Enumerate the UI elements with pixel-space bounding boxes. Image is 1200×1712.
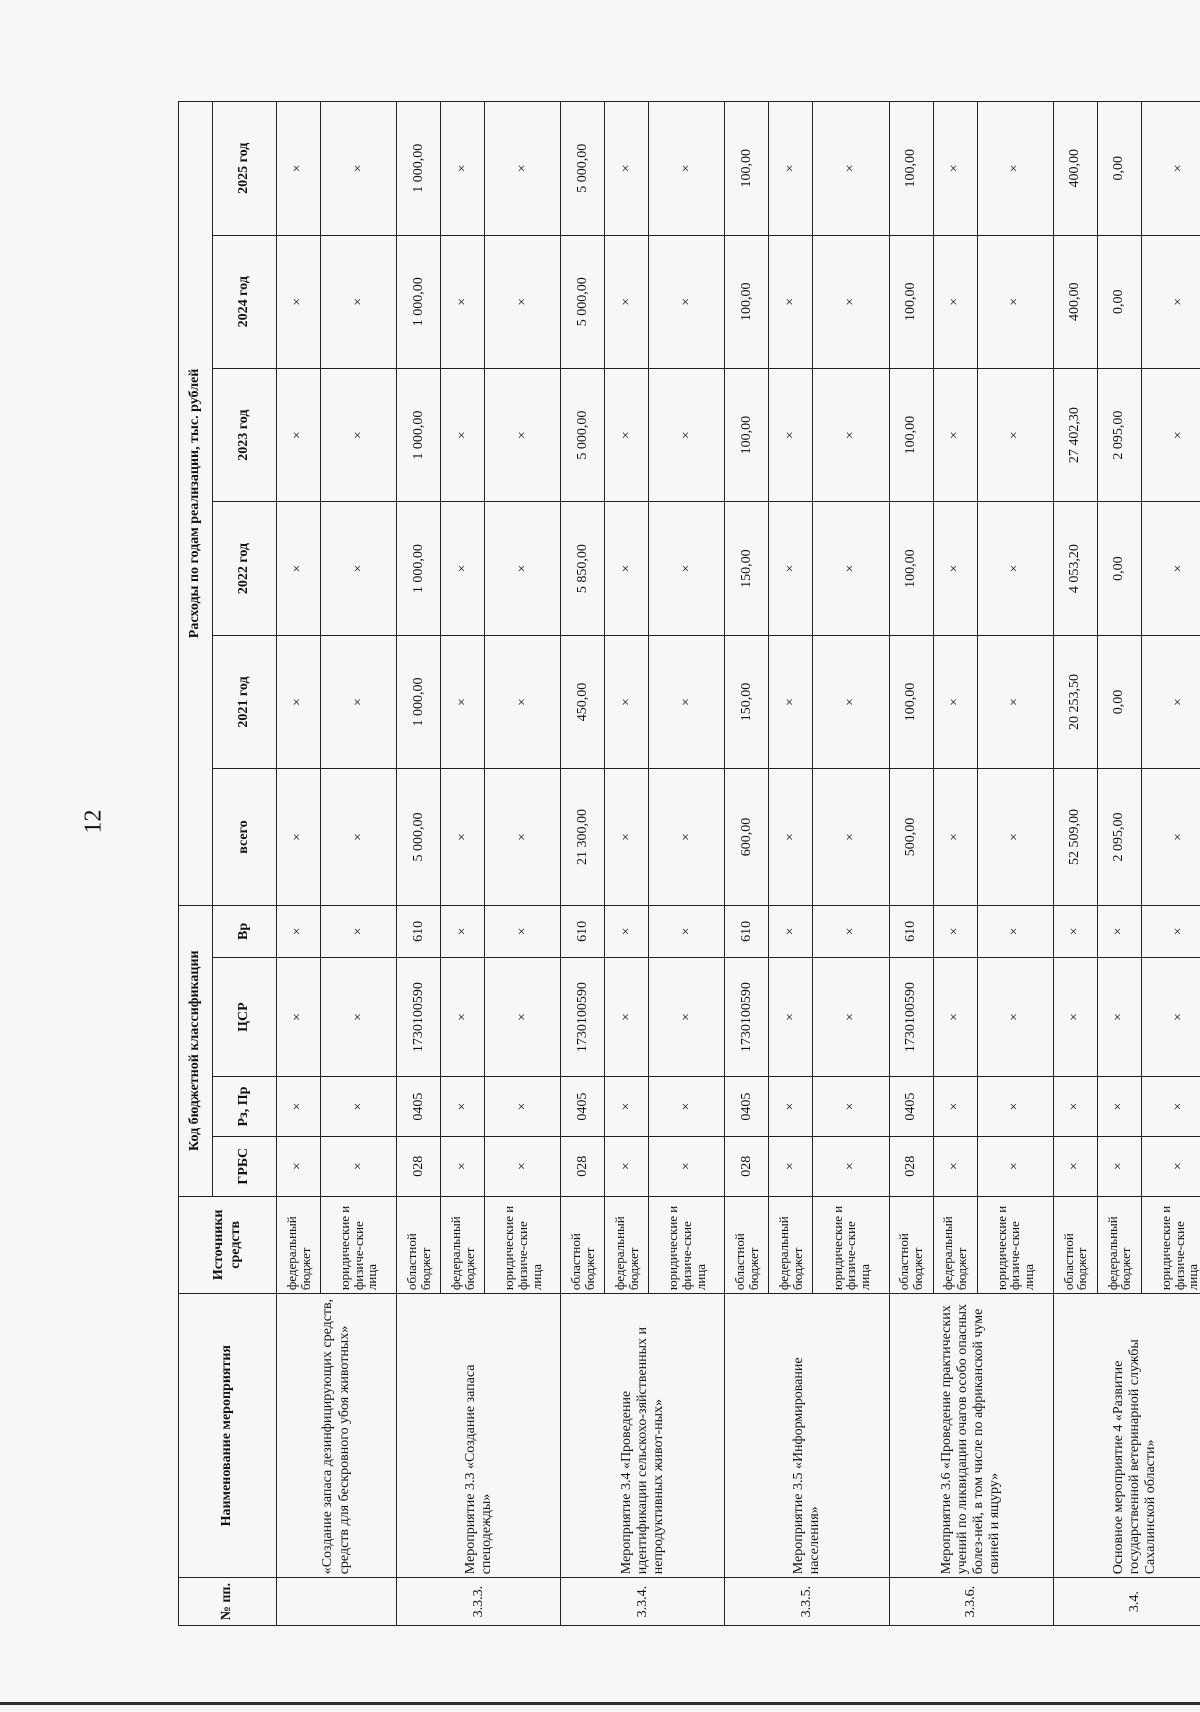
- header-no: № пп.: [179, 1578, 277, 1626]
- year-2025-cell: ×: [321, 102, 397, 236]
- year-2022-cell: 0,00: [1097, 502, 1141, 635]
- csr-cell: ×: [1141, 957, 1200, 1076]
- year-2025-cell: 1 000,00: [397, 102, 441, 236]
- csr-cell: ×: [933, 957, 977, 1076]
- rzpr-cell: ×: [977, 1077, 1053, 1137]
- year-2024-cell: ×: [277, 235, 321, 368]
- year-2021-cell: ×: [605, 635, 649, 768]
- year-2023-cell: 2 095,00: [1097, 368, 1141, 501]
- total-cell: 21 300,00: [561, 769, 605, 906]
- year-2022-cell: 5 850,00: [561, 502, 605, 635]
- row-number: 3.3.3.: [397, 1578, 561, 1626]
- year-2024-cell: ×: [605, 235, 649, 368]
- activity-name: Мероприятие 3.6 «Проведение практических учений по ликвидации очагов особо опасных болез-ней, в том числе по африканской чуме свиней и ящуру»: [889, 1294, 1053, 1578]
- year-2023-cell: ×: [605, 368, 649, 501]
- funding-source: областной бюджет: [725, 1196, 769, 1294]
- year-2022-cell: ×: [649, 502, 725, 635]
- year-2024-cell: 0,00: [1097, 235, 1141, 368]
- year-2022-cell: ×: [277, 502, 321, 635]
- csr-cell: 1730100590: [561, 957, 605, 1076]
- total-cell: 5 000,00: [397, 769, 441, 906]
- year-2025-cell: ×: [649, 102, 725, 236]
- rzpr-cell: ×: [277, 1077, 321, 1137]
- year-2023-cell: ×: [813, 368, 889, 501]
- csr-cell: ×: [769, 957, 813, 1076]
- year-2024-cell: 100,00: [725, 235, 769, 368]
- year-2025-cell: ×: [933, 102, 977, 236]
- grbs-cell: ×: [649, 1136, 725, 1196]
- row-number: [277, 1578, 397, 1626]
- grbs-cell: ×: [605, 1136, 649, 1196]
- year-2024-cell: 5 000,00: [561, 235, 605, 368]
- rzpr-cell: ×: [605, 1077, 649, 1137]
- rzpr-cell: ×: [1141, 1077, 1200, 1137]
- funding-source: областной бюджет: [1053, 1196, 1097, 1294]
- year-2023-cell: 100,00: [725, 368, 769, 501]
- page-number: 12: [80, 809, 107, 834]
- funding-source: областной бюджет: [561, 1196, 605, 1294]
- year-2025-cell: 400,00: [1053, 102, 1097, 236]
- year-2024-cell: ×: [321, 235, 397, 368]
- total-cell: ×: [441, 769, 485, 906]
- year-2022-cell: ×: [321, 502, 397, 635]
- vr-cell: ×: [277, 905, 321, 957]
- year-2021-cell: 1 000,00: [397, 635, 441, 768]
- funding-source: юридические и физиче-ские лица: [321, 1196, 397, 1294]
- vr-cell: ×: [1141, 905, 1200, 957]
- header-expenses: Расходы по годам реализации, тыс. рублей: [179, 102, 213, 906]
- total-cell: ×: [977, 769, 1053, 906]
- grbs-cell: ×: [813, 1136, 889, 1196]
- vr-cell: ×: [649, 905, 725, 957]
- year-2023-cell: ×: [277, 368, 321, 501]
- grbs-cell: ×: [1053, 1136, 1097, 1196]
- funding-source: юридические и физиче-ские лица: [977, 1196, 1053, 1294]
- vr-cell: 610: [889, 905, 933, 957]
- csr-cell: ×: [649, 957, 725, 1076]
- rzpr-cell: ×: [649, 1077, 725, 1137]
- year-2025-cell: ×: [605, 102, 649, 236]
- vr-cell: ×: [813, 905, 889, 957]
- total-cell: 600,00: [725, 769, 769, 906]
- rzpr-cell: ×: [769, 1077, 813, 1137]
- year-2022-cell: 1 000,00: [397, 502, 441, 635]
- year-2025-cell: ×: [485, 102, 561, 236]
- year-2025-cell: ×: [441, 102, 485, 236]
- year-2022-cell: ×: [485, 502, 561, 635]
- grbs-cell: ×: [485, 1136, 561, 1196]
- year-2024-cell: ×: [813, 235, 889, 368]
- year-2025-cell: 100,00: [725, 102, 769, 236]
- activity-name: Мероприятие 3.5 «Информирование населения»: [725, 1294, 889, 1578]
- year-2021-cell: ×: [277, 635, 321, 768]
- grbs-cell: ×: [977, 1136, 1053, 1196]
- year-2025-cell: 5 000,00: [561, 102, 605, 236]
- funding-source: областной бюджет: [889, 1196, 933, 1294]
- csr-cell: ×: [485, 957, 561, 1076]
- year-2021-cell: ×: [933, 635, 977, 768]
- grbs-cell: ×: [321, 1136, 397, 1196]
- rzpr-cell: ×: [441, 1077, 485, 1137]
- year-2024-cell: ×: [485, 235, 561, 368]
- year-2021-cell: 150,00: [725, 635, 769, 768]
- vr-cell: ×: [321, 905, 397, 957]
- total-cell: ×: [485, 769, 561, 906]
- year-2025-cell: ×: [277, 102, 321, 236]
- csr-cell: ×: [605, 957, 649, 1076]
- vr-cell: ×: [441, 905, 485, 957]
- row-number: 3.4.: [1053, 1578, 1200, 1626]
- year-2025-cell: 100,00: [889, 102, 933, 236]
- vr-cell: 610: [397, 905, 441, 957]
- year-2023-cell: ×: [649, 368, 725, 501]
- table-row: [561, 102, 605, 1626]
- year-2023-cell: ×: [1141, 368, 1200, 501]
- year-2023-cell: ×: [977, 368, 1053, 501]
- total-cell: ×: [605, 769, 649, 906]
- total-cell: 2 095,00: [1097, 769, 1141, 906]
- row-number: 3.3.4.: [561, 1578, 725, 1626]
- total-cell: ×: [1141, 769, 1200, 906]
- vr-cell: ×: [485, 905, 561, 957]
- activity-name: Мероприятие 3.4 «Проведение идентификации сельскохо-зяйственных и непродуктивных живот-ных»: [561, 1294, 725, 1578]
- table-row: [1053, 102, 1097, 1626]
- year-2021-cell: 0,00: [1097, 635, 1141, 768]
- year-2021-cell: 20 253,50: [1053, 635, 1097, 768]
- vr-cell: ×: [1097, 905, 1141, 957]
- year-2024-cell: 100,00: [889, 235, 933, 368]
- grbs-cell: ×: [277, 1136, 321, 1196]
- year-2023-cell: ×: [441, 368, 485, 501]
- year-2021-cell: ×: [485, 635, 561, 768]
- header-2025: 2025 год: [213, 102, 277, 236]
- year-2021-cell: ×: [769, 635, 813, 768]
- rzpr-cell: ×: [1097, 1077, 1141, 1137]
- csr-cell: ×: [441, 957, 485, 1076]
- funding-source: федеральный бюджет: [605, 1196, 649, 1294]
- total-cell: ×: [321, 769, 397, 906]
- vr-cell: ×: [1053, 905, 1097, 957]
- year-2022-cell: ×: [933, 502, 977, 635]
- csr-cell: ×: [277, 957, 321, 1076]
- funding-source: областной бюджет: [397, 1196, 441, 1294]
- rzpr-cell: ×: [813, 1077, 889, 1137]
- year-2022-cell: 100,00: [889, 502, 933, 635]
- grbs-cell: ×: [933, 1136, 977, 1196]
- year-2021-cell: 450,00: [561, 635, 605, 768]
- rzpr-cell: 0405: [725, 1077, 769, 1137]
- header-2021: 2021 год: [213, 635, 277, 768]
- csr-cell: ×: [977, 957, 1053, 1076]
- header-rzpr: Рз, Пр: [213, 1077, 277, 1137]
- csr-cell: ×: [1097, 957, 1141, 1076]
- year-2025-cell: 0,00: [1097, 102, 1141, 236]
- row-number: 3.3.5.: [725, 1578, 889, 1626]
- table-row: [277, 102, 321, 1626]
- total-cell: ×: [813, 769, 889, 906]
- budget-table: [178, 101, 1200, 1626]
- csr-cell: 1730100590: [397, 957, 441, 1076]
- year-2021-cell: ×: [321, 635, 397, 768]
- total-cell: ×: [933, 769, 977, 906]
- year-2025-cell: ×: [1141, 102, 1200, 236]
- row-number: 3.3.6.: [889, 1578, 1053, 1626]
- activity-name: Основное мероприятие 4 «Развитие государственной ветеринарной службы Сахалинской области»: [1053, 1294, 1200, 1578]
- year-2021-cell: ×: [813, 635, 889, 768]
- header-total: всего: [213, 769, 277, 906]
- grbs-cell: ×: [441, 1136, 485, 1196]
- vr-cell: 610: [725, 905, 769, 957]
- total-cell: ×: [769, 769, 813, 906]
- scan-edge: [0, 1702, 1200, 1705]
- vr-cell: 610: [561, 905, 605, 957]
- rzpr-cell: ×: [321, 1077, 397, 1137]
- rzpr-cell: ×: [1053, 1077, 1097, 1137]
- year-2024-cell: 400,00: [1053, 235, 1097, 368]
- table-row: [397, 102, 441, 1626]
- rzpr-cell: ×: [485, 1077, 561, 1137]
- rotated-table-wrapper: [178, 101, 1200, 1626]
- vr-cell: ×: [933, 905, 977, 957]
- activity-name: Мероприятие 3.3 «Создание запаса спецодежды»: [397, 1294, 561, 1578]
- year-2022-cell: ×: [813, 502, 889, 635]
- year-2024-cell: ×: [933, 235, 977, 368]
- year-2022-cell: ×: [977, 502, 1053, 635]
- year-2024-cell: ×: [441, 235, 485, 368]
- header-2022: 2022 год: [213, 502, 277, 635]
- year-2024-cell: 1 000,00: [397, 235, 441, 368]
- year-2023-cell: 5 000,00: [561, 368, 605, 501]
- header-sources: Источники средств: [179, 1196, 277, 1294]
- year-2025-cell: ×: [813, 102, 889, 236]
- total-cell: ×: [277, 769, 321, 906]
- year-2023-cell: 1 000,00: [397, 368, 441, 501]
- funding-source: юридические и физиче-ские лица: [649, 1196, 725, 1294]
- csr-cell: ×: [321, 957, 397, 1076]
- grbs-cell: 028: [397, 1136, 441, 1196]
- table-row: [889, 102, 933, 1626]
- funding-source: федеральный бюджет: [1097, 1196, 1141, 1294]
- year-2022-cell: 4 053,20: [1053, 502, 1097, 635]
- year-2023-cell: 27 402,30: [1053, 368, 1097, 501]
- rzpr-cell: 0405: [889, 1077, 933, 1137]
- grbs-cell: ×: [769, 1136, 813, 1196]
- year-2024-cell: ×: [977, 235, 1053, 368]
- year-2023-cell: ×: [769, 368, 813, 501]
- funding-source: юридические и физиче-ские лица: [485, 1196, 561, 1294]
- header-2023: 2023 год: [213, 368, 277, 501]
- funding-source: федеральный бюджет: [933, 1196, 977, 1294]
- header-budget-code: Код бюджетной классификации: [179, 905, 213, 1196]
- total-cell: 500,00: [889, 769, 933, 906]
- grbs-cell: 028: [561, 1136, 605, 1196]
- year-2024-cell: ×: [769, 235, 813, 368]
- grbs-cell: 028: [889, 1136, 933, 1196]
- grbs-cell: 028: [725, 1136, 769, 1196]
- rzpr-cell: 0405: [397, 1077, 441, 1137]
- header-name: Наименование мероприятия: [179, 1294, 277, 1578]
- year-2024-cell: ×: [649, 235, 725, 368]
- header-grbs: ГРБС: [213, 1136, 277, 1196]
- year-2025-cell: ×: [769, 102, 813, 236]
- year-2022-cell: 150,00: [725, 502, 769, 635]
- year-2021-cell: ×: [977, 635, 1053, 768]
- vr-cell: ×: [977, 905, 1053, 957]
- vr-cell: ×: [769, 905, 813, 957]
- year-2023-cell: ×: [485, 368, 561, 501]
- csr-cell: ×: [1053, 957, 1097, 1076]
- year-2023-cell: ×: [933, 368, 977, 501]
- year-2021-cell: ×: [1141, 635, 1200, 768]
- year-2024-cell: ×: [1141, 235, 1200, 368]
- activity-name: «Создание запаса дезинфицирующих средств, средств для бескровного убоя животных»: [277, 1294, 397, 1578]
- csr-cell: 1730100590: [725, 957, 769, 1076]
- grbs-cell: ×: [1141, 1136, 1200, 1196]
- year-2023-cell: ×: [321, 368, 397, 501]
- funding-source: федеральный бюджет: [769, 1196, 813, 1294]
- year-2023-cell: 100,00: [889, 368, 933, 501]
- year-2025-cell: ×: [977, 102, 1053, 236]
- vr-cell: ×: [605, 905, 649, 957]
- header-vr: Вр: [213, 905, 277, 957]
- year-2022-cell: ×: [605, 502, 649, 635]
- table-row: [725, 102, 769, 1626]
- funding-source: юридические и физиче-ские лица: [813, 1196, 889, 1294]
- funding-source: федеральный бюджет: [277, 1196, 321, 1294]
- rzpr-cell: ×: [933, 1077, 977, 1137]
- year-2022-cell: ×: [1141, 502, 1200, 635]
- year-2022-cell: ×: [769, 502, 813, 635]
- header-csr: ЦСР: [213, 957, 277, 1076]
- total-cell: 52 509,00: [1053, 769, 1097, 906]
- year-2021-cell: ×: [649, 635, 725, 768]
- grbs-cell: ×: [1097, 1136, 1141, 1196]
- funding-source: федеральный бюджет: [441, 1196, 485, 1294]
- csr-cell: 1730100590: [889, 957, 933, 1076]
- year-2021-cell: 100,00: [889, 635, 933, 768]
- rzpr-cell: 0405: [561, 1077, 605, 1137]
- total-cell: ×: [649, 769, 725, 906]
- header-2024: 2024 год: [213, 235, 277, 368]
- funding-source: юридические и физиче-ские лица: [1141, 1196, 1200, 1294]
- year-2021-cell: ×: [441, 635, 485, 768]
- year-2022-cell: ×: [441, 502, 485, 635]
- csr-cell: ×: [813, 957, 889, 1076]
